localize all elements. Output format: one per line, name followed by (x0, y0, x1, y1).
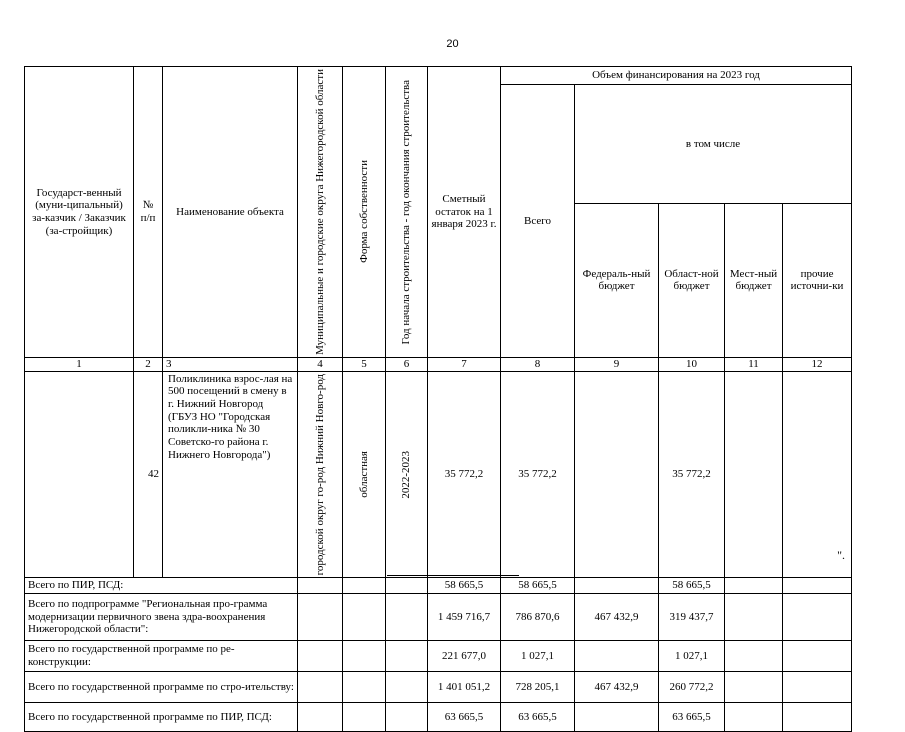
summary-total: 728 205,1 (501, 671, 575, 702)
object-other (783, 371, 852, 577)
summary-remainder: 1 459 716,7 (428, 593, 501, 640)
colnum-5: 5 (343, 357, 386, 371)
colnum-7: 7 (428, 357, 501, 371)
summary-remainder: 221 677,0 (428, 640, 501, 671)
table-row (25, 640, 852, 671)
summary-label: Всего по подпрограмме "Региональная про-грамма модернизации первичного звена здра-воохранения Нижегородской области": (25, 593, 298, 640)
colnum-4: 4 (298, 357, 343, 371)
colnum-8: 8 (501, 357, 575, 371)
colnum-1: 1 (25, 357, 134, 371)
header-num: № п/п (134, 67, 163, 358)
colnum-3: 3 (163, 357, 298, 371)
object-remainder: 35 772,2 (428, 371, 501, 577)
header-customer: Государст-венный (муни-ципальный) за-казчик / Заказчик (за-стройщик) (25, 67, 134, 358)
object-federal (575, 371, 659, 577)
colnum-2: 2 (134, 357, 163, 371)
financing-table (24, 66, 852, 732)
summary-total: 63 665,5 (501, 702, 575, 731)
header-object-name: Наименование объекта (163, 67, 298, 358)
page-number: 20 (446, 38, 459, 50)
summary-label: Всего по ПИР, ПСД: (25, 578, 298, 594)
object-regional: 35 772,2 (659, 371, 725, 577)
header-district: Муниципальные и городские округа Нижегородской области (313, 69, 326, 355)
object-num: 42 (134, 371, 163, 577)
object-years: 2022-2023 (400, 450, 413, 499)
summary-regional: 1 027,1 (659, 640, 725, 671)
summary-remainder: 1 401 051,2 (428, 671, 501, 702)
object-ownership: областная (357, 451, 370, 498)
end-quote: ". (837, 548, 845, 562)
colnum-6: 6 (386, 357, 428, 371)
footnote-divider (387, 575, 519, 576)
summary-federal (575, 640, 659, 671)
column-numbers-row (25, 357, 852, 371)
object-local (725, 371, 783, 577)
object-district: городской округ го-род Нижний Новго-род (313, 373, 326, 576)
object-total: 35 772,2 (501, 371, 575, 577)
header-funding: Объем финансирования на 2023 год (501, 67, 852, 85)
summary-remainder: 63 665,5 (428, 702, 501, 731)
header-total: Всего (501, 85, 575, 358)
summary-regional: 260 772,2 (659, 671, 725, 702)
summary-federal: 467 432,9 (575, 593, 659, 640)
header-regional: Област-ной бюджет (659, 203, 725, 357)
table-row (25, 593, 852, 640)
summary-regional: 63 665,5 (659, 702, 725, 731)
summary-total: 786 870,6 (501, 593, 575, 640)
table-row (25, 702, 852, 731)
colnum-11: 11 (725, 357, 783, 371)
summary-regional: 58 665,5 (659, 578, 725, 594)
header-in-that: в том числе (575, 85, 852, 204)
summary-regional: 319 437,7 (659, 593, 725, 640)
summary-label: Всего по государственной программе по ПИР, ПСД: (25, 702, 298, 731)
summary-remainder: 58 665,5 (428, 578, 501, 594)
header-local: Мест-ный бюджет (725, 203, 783, 357)
summary-label: Всего по государственной программе по стро-ительству: (25, 671, 298, 702)
summary-total: 1 027,1 (501, 640, 575, 671)
summary-total: 58 665,5 (501, 578, 575, 594)
colnum-12: 12 (783, 357, 852, 371)
summary-federal (575, 702, 659, 731)
header-federal: Федераль-ный бюджет (575, 203, 659, 357)
summary-label: Всего по государственной программе по ре-конструкции: (25, 640, 298, 671)
summary-federal (575, 578, 659, 594)
object-name: Поликлиника взрос-лая на 500 посещений в смену в г. Нижний Новгород (ГБУЗ НО "Городская поликли-ника № 30 Советско-го района г. Нижнего Новгорода") (163, 371, 298, 577)
table-row (25, 671, 852, 702)
colnum-10: 10 (659, 357, 725, 371)
colnum-9: 9 (575, 357, 659, 371)
header-other: прочие источни-ки (783, 203, 852, 357)
header-remainder: Сметный остаток на 1 января 2023 г. (428, 67, 501, 358)
header-ownership: Форма собственности (357, 160, 370, 264)
header-years: Год начала строительства - год окончания строительства (400, 79, 413, 345)
table-row (25, 371, 852, 577)
table-row (25, 578, 852, 594)
summary-federal: 467 432,9 (575, 671, 659, 702)
